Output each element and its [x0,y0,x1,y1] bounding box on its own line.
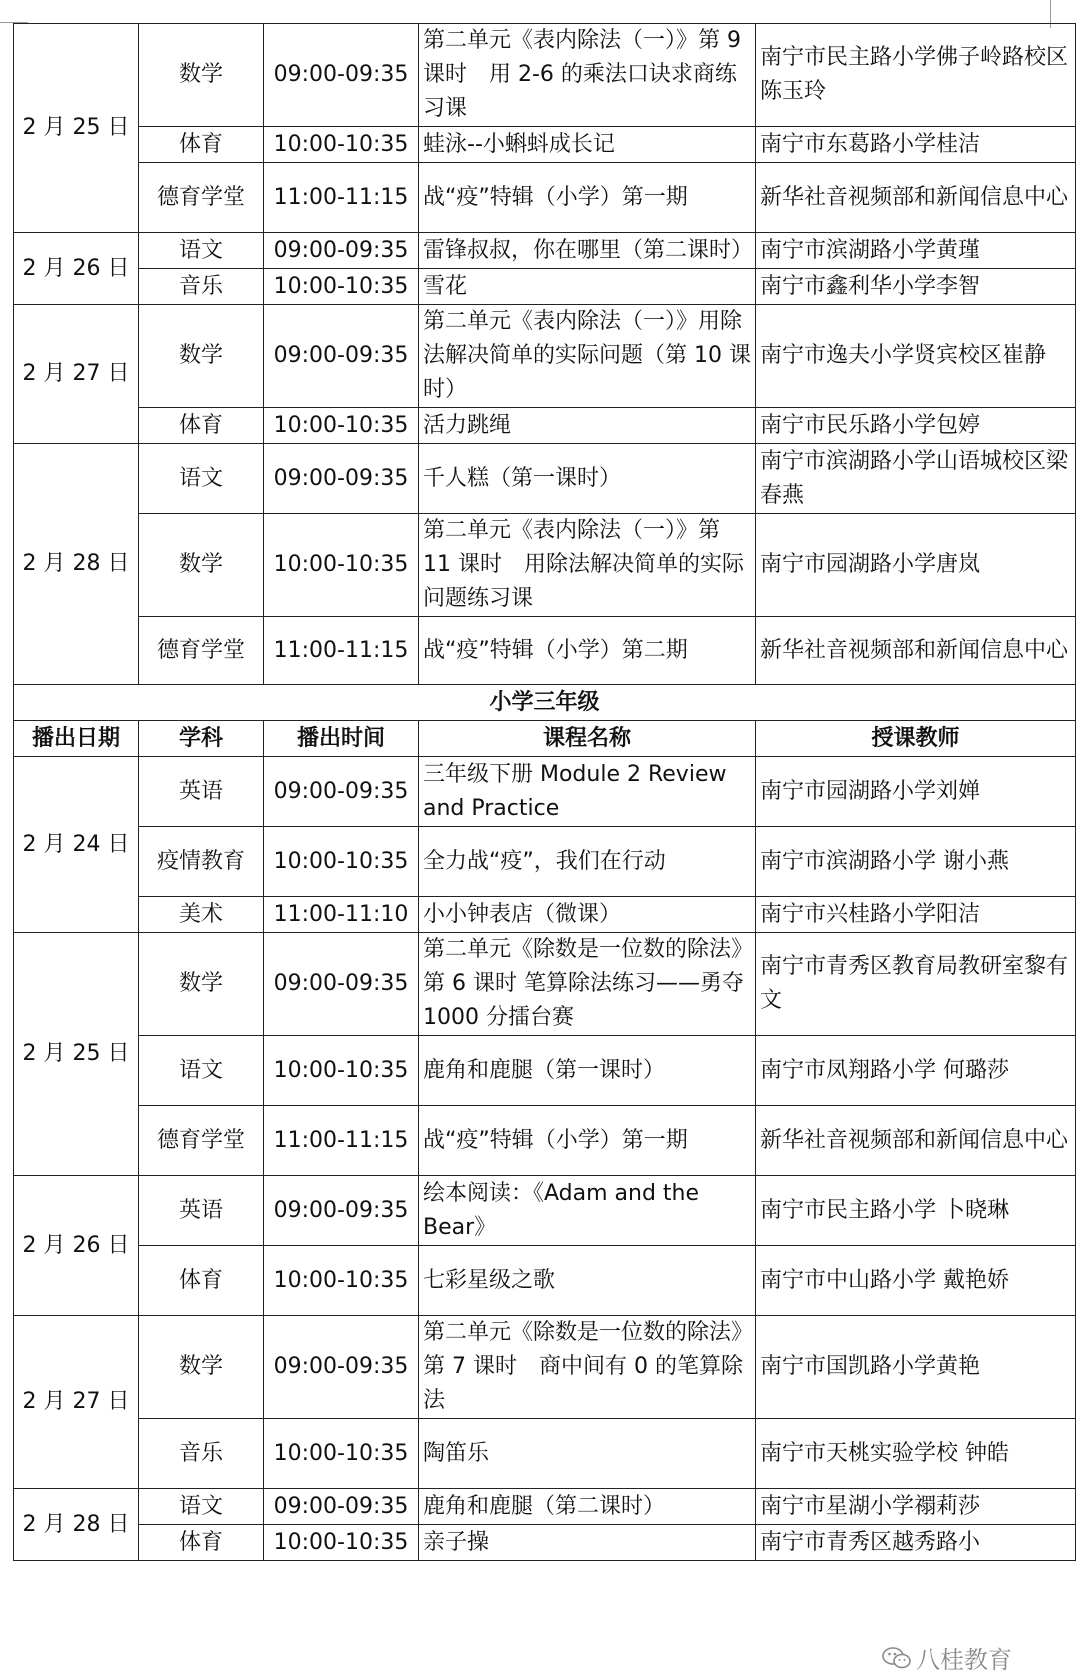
course-name: 第二单元《除数是一位数的除法》第 7 课时 商中间有 0 的笔算除法 [419,1316,756,1419]
course-name: 战“疫”特辑（小学）第一期 [419,163,756,233]
table-row [14,933,1076,1036]
table-row [14,617,1076,685]
teacher: 南宁市青秀区教育局教研室黎有文 [756,933,1076,1036]
subject: 语文 [139,444,264,514]
table-row [14,514,1076,617]
broadcast-time: 09:00-09:35 [264,444,419,514]
subject: 疫情教育 [139,827,264,897]
subject: 语文 [139,1489,264,1525]
broadcast-time: 09:00-09:35 [264,233,419,269]
table-row [14,1246,1076,1316]
teacher: 南宁市鑫利华小学李智 [756,269,1076,305]
course-name: 雷锋叔叔，你在哪里（第二课时） [419,233,756,269]
course-name: 鹿角和鹿腿（第二课时） [419,1489,756,1525]
teacher: 新华社音视频部和新闻信息中心 [756,1106,1076,1176]
table-row [14,1036,1076,1106]
teacher: 南宁市滨湖路小学 谢小燕 [756,827,1076,897]
course-name: 七彩星级之歌 [419,1246,756,1316]
table-row [14,444,1076,514]
broadcast-time: 09:00-09:35 [264,305,419,408]
course-name: 活力跳绳 [419,408,756,444]
course-name: 第二单元《表内除法（一）》第 9 课时 用 2-6 的乘法口诀求商练习课 [419,24,756,127]
subject: 数学 [139,514,264,617]
broadcast-date: 2 月 28 日 [14,1489,139,1561]
course-name: 全力战“疫”，我们在行动 [419,827,756,897]
grade-title: 小学三年级 [14,685,1076,721]
subject: 英语 [139,757,264,827]
subject: 音乐 [139,269,264,305]
course-name: 三年级下册 Module 2 Review and Practice [419,757,756,827]
course-name: 小小钟表店（微课） [419,897,756,933]
broadcast-date: 2 月 24 日 [14,757,139,933]
header-time: 播出时间 [264,721,419,757]
header-teacher: 授课教师 [756,721,1076,757]
broadcast-time: 09:00-09:35 [264,757,419,827]
teacher: 南宁市天桃实验学校 钟皓 [756,1419,1076,1489]
course-name: 战“疫”特辑（小学）第二期 [419,617,756,685]
table-row [14,1525,1076,1561]
broadcast-date: 2 月 28 日 [14,444,139,685]
teacher: 南宁市滨湖路小学山语城校区梁春燕 [756,444,1076,514]
broadcast-time: 09:00-09:35 [264,24,419,127]
subject: 音乐 [139,1419,264,1489]
subject: 体育 [139,1246,264,1316]
course-name: 鹿角和鹿腿（第一课时） [419,1036,756,1106]
broadcast-time: 10:00-10:35 [264,269,419,305]
header-row [14,721,1076,757]
broadcast-date: 2 月 25 日 [14,933,139,1176]
broadcast-time: 11:00-11:15 [264,163,419,233]
table-row [14,1176,1076,1246]
course-name: 雪花 [419,269,756,305]
header-course: 课程名称 [419,721,756,757]
broadcast-time: 10:00-10:35 [264,514,419,617]
subject: 数学 [139,1316,264,1419]
subject: 体育 [139,127,264,163]
section-title-row [14,685,1076,721]
subject: 语文 [139,233,264,269]
broadcast-date: 2 月 25 日 [14,24,139,233]
table-row [14,1106,1076,1176]
teacher: 南宁市东葛路小学桂洁 [756,127,1076,163]
course-name: 绘本阅读：《Adam and the Bear》 [419,1176,756,1246]
course-name: 陶笛乐 [419,1419,756,1489]
broadcast-time: 10:00-10:35 [264,127,419,163]
teacher: 南宁市青秀区越秀路小 [756,1525,1076,1561]
subject: 体育 [139,1525,264,1561]
broadcast-date: 2 月 27 日 [14,305,139,444]
broadcast-date: 2 月 26 日 [14,1176,139,1316]
watermark-text: 八桂教育 [916,1646,1012,1674]
header-subject: 学科 [139,721,264,757]
course-name: 第二单元《除数是一位数的除法》第 6 课时 笔算除法练习——勇夺 1000 分擂台赛 [419,933,756,1036]
wechat-icon [882,1646,912,1670]
subject: 数学 [139,305,264,408]
teacher: 南宁市兴桂路小学阳洁 [756,897,1076,933]
table-row [14,305,1076,408]
watermark [882,1640,1012,1675]
course-name: 第二单元《表内除法（一）》第 11 课时 用除法解决简单的实际问题练习课 [419,514,756,617]
broadcast-time: 10:00-10:35 [264,827,419,897]
broadcast-time: 10:00-10:35 [264,1036,419,1106]
subject: 德育学堂 [139,1106,264,1176]
table-row [14,24,1076,127]
teacher: 南宁市星湖小学禤莉莎 [756,1489,1076,1525]
table-row [14,127,1076,163]
table-row [14,1419,1076,1489]
teacher: 南宁市逸夫小学贤宾校区崔静 [756,305,1076,408]
subject: 体育 [139,408,264,444]
course-name: 第二单元《表内除法（一）》用除法解决简单的实际问题（第 10 课时） [419,305,756,408]
table-row [14,233,1076,269]
schedule-table [13,23,1076,1561]
table-row [14,1489,1076,1525]
table-row [14,408,1076,444]
teacher: 南宁市园湖路小学刘婵 [756,757,1076,827]
broadcast-time: 09:00-09:35 [264,1489,419,1525]
teacher: 南宁市园湖路小学唐岚 [756,514,1076,617]
broadcast-time: 11:00-11:15 [264,1106,419,1176]
teacher: 新华社音视频部和新闻信息中心 [756,617,1076,685]
broadcast-time: 09:00-09:35 [264,933,419,1036]
course-name: 蛙泳--小蝌蚪成长记 [419,127,756,163]
table-row [14,827,1076,897]
teacher: 南宁市滨湖路小学黄瑾 [756,233,1076,269]
broadcast-time: 10:00-10:35 [264,408,419,444]
teacher: 南宁市民乐路小学包婷 [756,408,1076,444]
teacher: 新华社音视频部和新闻信息中心 [756,163,1076,233]
table-row [14,269,1076,305]
broadcast-time: 11:00-11:15 [264,617,419,685]
table-row [14,897,1076,933]
teacher: 南宁市中山路小学 戴艳娇 [756,1246,1076,1316]
broadcast-time: 09:00-09:35 [264,1176,419,1246]
teacher: 南宁市民主路小学 卜晓琳 [756,1176,1076,1246]
teacher: 南宁市民主路小学佛子岭路校区陈玉玲 [756,24,1076,127]
subject: 德育学堂 [139,617,264,685]
table-row [14,757,1076,827]
broadcast-time: 09:00-09:35 [264,1316,419,1419]
teacher: 南宁市凤翔路小学 何璐莎 [756,1036,1076,1106]
course-name: 千人糕（第一课时） [419,444,756,514]
broadcast-time: 11:00-11:10 [264,897,419,933]
broadcast-date: 2 月 26 日 [14,233,139,305]
broadcast-date: 2 月 27 日 [14,1316,139,1489]
subject: 语文 [139,1036,264,1106]
subject: 德育学堂 [139,163,264,233]
course-name: 亲子操 [419,1525,756,1561]
subject: 英语 [139,1176,264,1246]
subject: 数学 [139,24,264,127]
table-row [14,163,1076,233]
course-name: 战“疫”特辑（小学）第一期 [419,1106,756,1176]
table-row [14,1316,1076,1419]
subject: 数学 [139,933,264,1036]
broadcast-time: 10:00-10:35 [264,1525,419,1561]
broadcast-time: 10:00-10:35 [264,1246,419,1316]
broadcast-time: 10:00-10:35 [264,1419,419,1489]
teacher: 南宁市国凯路小学黄艳 [756,1316,1076,1419]
header-date: 播出日期 [14,721,139,757]
subject: 美术 [139,897,264,933]
